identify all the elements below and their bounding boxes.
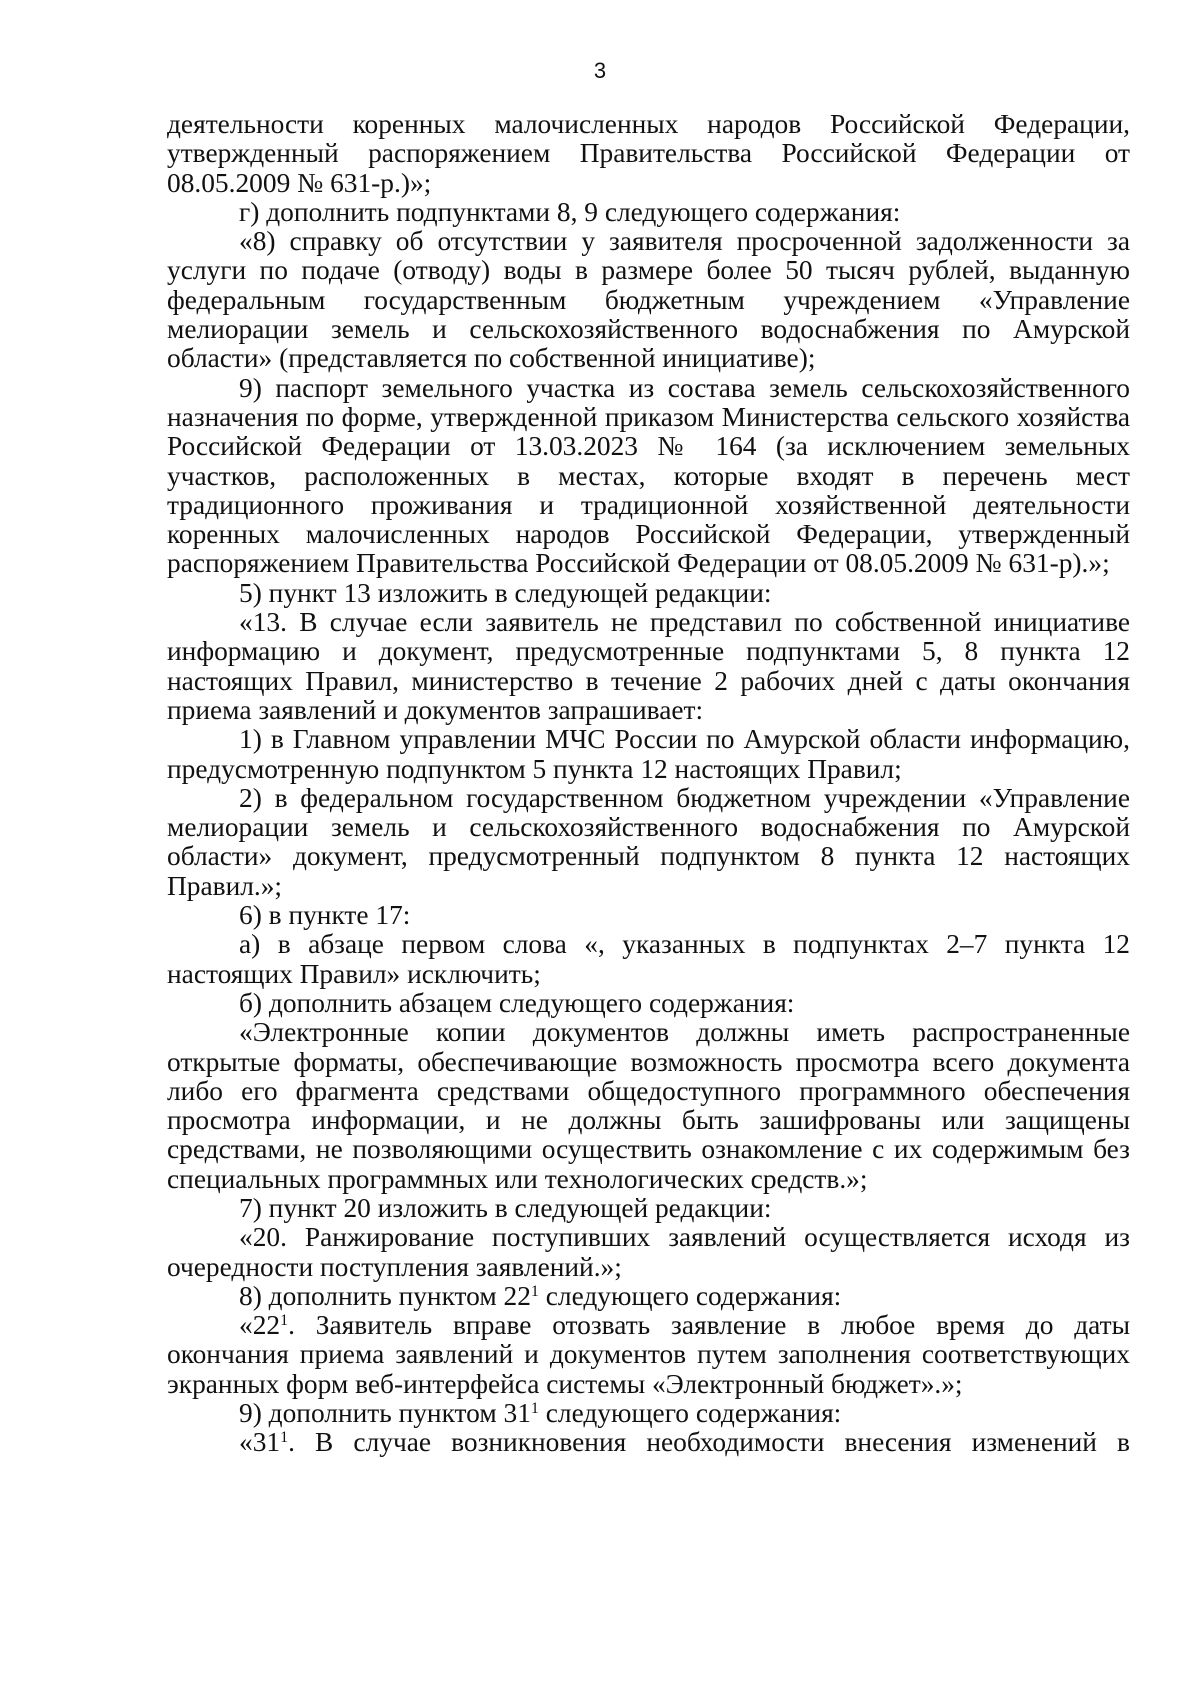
paragraph: «20. Ранжирование поступивших заявлений осуществляется исходя из очередности поступления заявлений.»; xyxy=(167,1222,1130,1282)
paragraph: «Электронные копии документов должны иметь распространенные открытые форматы, обеспечивающие возможность просмотра всего документа либо его фрагмента средствами общедоступного программного обеспечения просмотра информации, и не должны быть зашифрованы или защищены средствами, не позволяющими осуществить ознакомление с их содержимым без специальных программных или технологических средств.»; xyxy=(167,1017,1130,1194)
paragraph: «13. В случае если заявитель не представил по собственной инициативе информацию и документ, предусмотренные подпунктами 5, 8 пункта 12 настоящих Правил, министерство в течение 2 рабочих дней с даты окончания приема заявлений и документов запрашивает: xyxy=(167,607,1130,725)
paragraph: «8) справку об отсутствии у заявителя просроченной задолженности за услуги по подаче (отводу) воды в размере более 50 тысяч рублей, выданную федеральным государственным бюджетным учреждением «Управление мелиорации земель и сельскохозяйственного водоснабжения по Амурской области» (представляется по собственной инициативе); xyxy=(167,226,1130,374)
superscript: 1 xyxy=(530,1282,539,1300)
paragraph: а) в абзаце первом слова «, указанных в подпунктах 2–7 пункта 12 настоящих Правил» исключить; xyxy=(167,929,1130,989)
paragraph: г) дополнить подпунктами 8, 9 следующего содержания: xyxy=(239,196,901,227)
paragraph-text: следующего содержания: xyxy=(538,1280,842,1311)
document-body xyxy=(167,110,1130,1458)
paragraph-text: . В случае возникновения необходимости внесения изменений в xyxy=(288,1427,1130,1458)
paragraph-text: «22 xyxy=(239,1310,281,1341)
paragraph xyxy=(167,1311,1130,1399)
paragraph-text: . Заявитель вправе отозвать заявление в любое время до даты окончания приема заявлений и документов путем заполнения соответствующих экранных форм веб-интерфейса системы «Электронный бюджет».»; xyxy=(167,1310,1130,1399)
paragraph xyxy=(167,1399,1130,1428)
superscript: 1 xyxy=(530,1400,539,1418)
paragraph-text: «31 xyxy=(239,1427,281,1458)
superscript: 1 xyxy=(280,1429,289,1447)
paragraph xyxy=(167,1428,1130,1457)
paragraph: 6) в пункте 17: xyxy=(239,900,411,931)
paragraph-text: следующего содержания: xyxy=(538,1398,842,1429)
paragraph-text: 8) дополнить пунктом 22 xyxy=(239,1280,531,1311)
superscript: 1 xyxy=(280,1312,289,1330)
paragraph: 7) пункт 20 изложить в следующей редакции: xyxy=(239,1192,772,1223)
page-number: 3 xyxy=(593,58,607,83)
paragraph xyxy=(167,1282,1130,1311)
paragraph: 5) пункт 13 изложить в следующей редакции: xyxy=(239,577,772,608)
paragraph: деятельности коренных малочисленных народов Российской Федерации, утвержденный распоряжением Правительства Российской Федерации от 08.05.2009 № 631-р.)»; xyxy=(167,109,1130,198)
paragraph: б) дополнить абзацем следующего содержания: xyxy=(239,987,795,1018)
paragraph: 2) в федеральном государственном бюджетном учреждении «Управление мелиорации земель и сельскохозяйственного водоснабжения по Амурской области» документ, предусмотренный подпунктом 8 пункта 12 настоящих Правил.»; xyxy=(167,782,1130,901)
paragraph-text: 9) дополнить пунктом 31 xyxy=(239,1398,531,1429)
paragraph: 9) паспорт земельного участка из состава земель сельскохозяйственного назначения по форме, утвержденной приказом Министерства сельского хозяйства Российской Федерации от 13.03.2023 № 164 (за исключением земельных участков, расположенных в местах, которые входят в перечень мест традиционного проживания и традиционной хозяйственной деятельности коренных малочисленных народов Российской Федерации, утвержденный распоряжением Правительства Российской Федерации от 08.05.2009 № 631-р).»; xyxy=(167,372,1130,579)
paragraph: 1) в Главном управлении МЧС России по Амурской области информацию, предусмотренную подпунктом 5 пункта 12 настоящих Правил; xyxy=(167,724,1130,784)
